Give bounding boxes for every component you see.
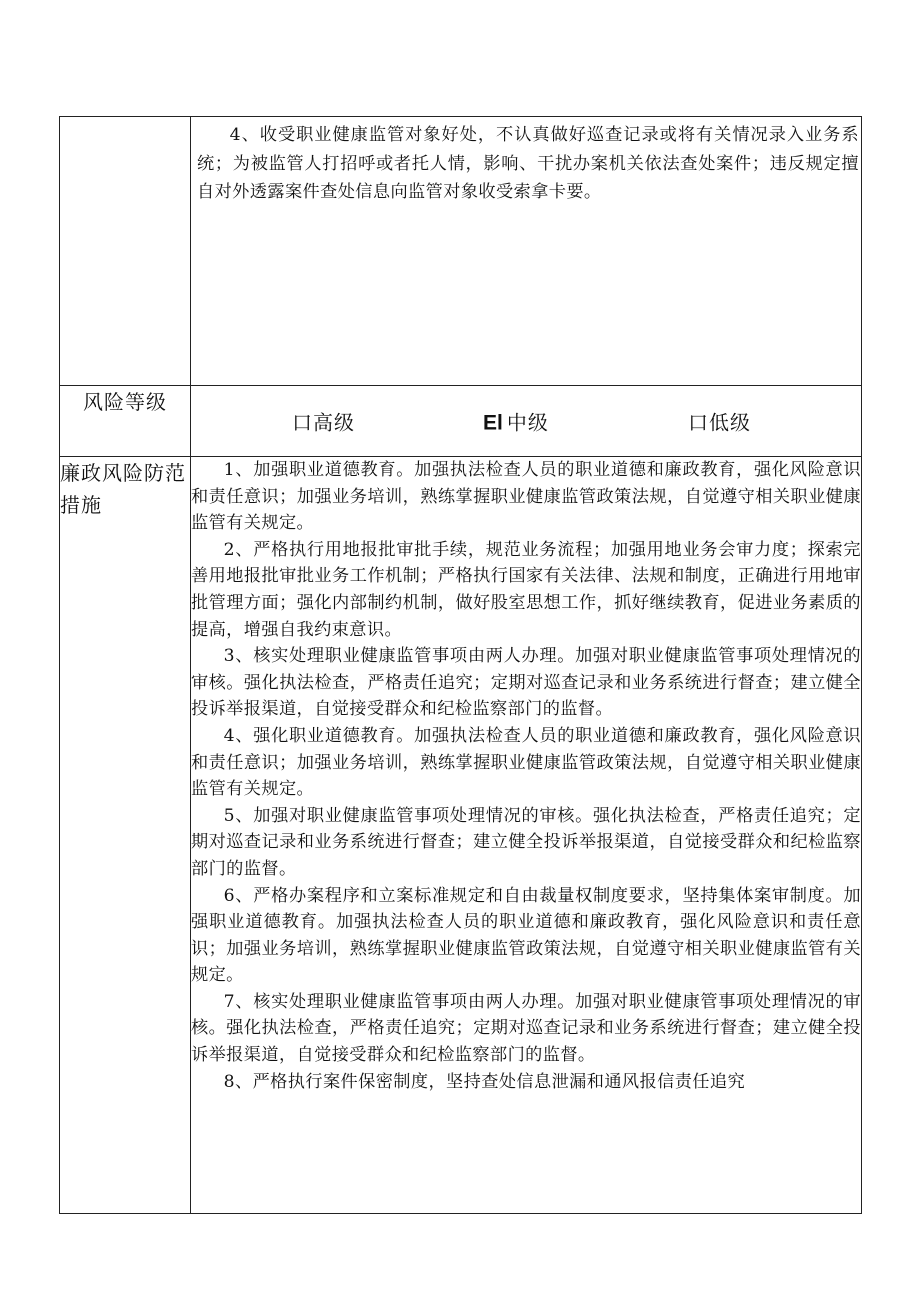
risk-level-row [60, 386, 862, 457]
risk-option-low-label: 低级 [709, 410, 751, 435]
measure-item: 1、加强职业道德教育。加强执法检查人员的职业道德和廉政教育，强化风险意识和责任意识；加强业务培训，熟练掌握职业健康监管政策法规，自觉遵守相关职业健康监管有关规定。 [191, 460, 861, 534]
measure-item: 5、加强对职业健康监管事项处理情况的审核。强化执法检查，严格责任追究；定期对巡查记录和业务系统进行督查；建立健全投诉举报渠道，自觉接受群众和纪检监察部门的监督。 [191, 805, 861, 879]
measure-item: 3、核实处理职业健康监管事项由两人办理。加强对职业健康监管事项处理情况的审核。强化执法检查，严格责任追究；定期对巡查记录和业务系统进行督查；建立健全投诉举报渠道，自觉接受群众和纪检监察部门的监督。 [191, 646, 861, 720]
high-checkbox-glyph: 口 [292, 410, 313, 435]
measure-item: 4、强化职业道德教育。加强执法检查人员的职业道德和廉政教育，强化风险意识和责任意识；加强业务培训，熟练掌握职业健康监管政策法规，自觉遵守相关职业健康监管有关规定。 [191, 725, 861, 800]
risk-form-table [59, 116, 862, 1214]
risk-description-row [60, 117, 862, 386]
prevention-measures-label: 廉政风险防范措施 [60, 457, 191, 1214]
risk-description-text: 4、收受职业健康监管对象好处，不认真做好巡查记录或将有关情况录入业务系统；为被监管人打招呼或者托人情，影响、干扰办案机关依法查处案件；违反规定擅自对外透露案件查处信息向监管对象收受索拿卡要。 [197, 125, 859, 202]
prevention-measures-cell [191, 457, 862, 1214]
risk-level-label: 风险等级 [60, 386, 191, 457]
medium-checked-mark: El [483, 411, 503, 435]
risk-level-options [191, 386, 861, 456]
risk-option-low[interactable] [688, 407, 751, 436]
risk-option-medium[interactable] [483, 407, 549, 436]
prevention-measures-row [60, 457, 862, 1214]
measure-item: 7、核实处理职业健康监管事项由两人办理。加强对职业健康管事项处理情况的审核。强化执法检查，严格责任追究；定期对巡查记录和业务系统进行督查；建立健全投诉举报渠道，自觉接受群众和纪检监察部门的监督。 [191, 991, 861, 1066]
risk-option-medium-label: 中级 [506, 410, 549, 435]
empty-label-cell [60, 117, 191, 386]
low-checkbox-glyph: 口 [688, 410, 709, 435]
measure-item: 2、严格执行用地报批审批手续，规范业务流程；加强用地业务会审力度；探索完善用地报批审批业务工作机制；严格执行国家有关法律、法规和制度，正确进行用地审批管理方面；强化内部制约机制，做好股室思想工作，抓好继续教育，促进业务素质的提高，增强自我约束意识。 [191, 539, 861, 640]
measure-item: 8、严格执行案件保密制度，坚持查处信息泄漏和通风报信责任追究 [223, 1071, 746, 1092]
measure-item: 6、严格办案程序和立案标准规定和自由裁量权制度要求，坚持集体案审制度。加强职业道德教育。加强执法检查人员的职业道德和廉政教育，强化风险意识和责任意识；加强业务培训，熟练掌握职业健康监管政策法规，自觉遵守相关职业健康监管有关规定。 [191, 885, 861, 986]
risk-option-high[interactable] [292, 407, 355, 436]
risk-description-cell [191, 117, 862, 386]
risk-option-high-label: 高级 [313, 410, 355, 435]
risk-level-options-cell [191, 386, 862, 457]
